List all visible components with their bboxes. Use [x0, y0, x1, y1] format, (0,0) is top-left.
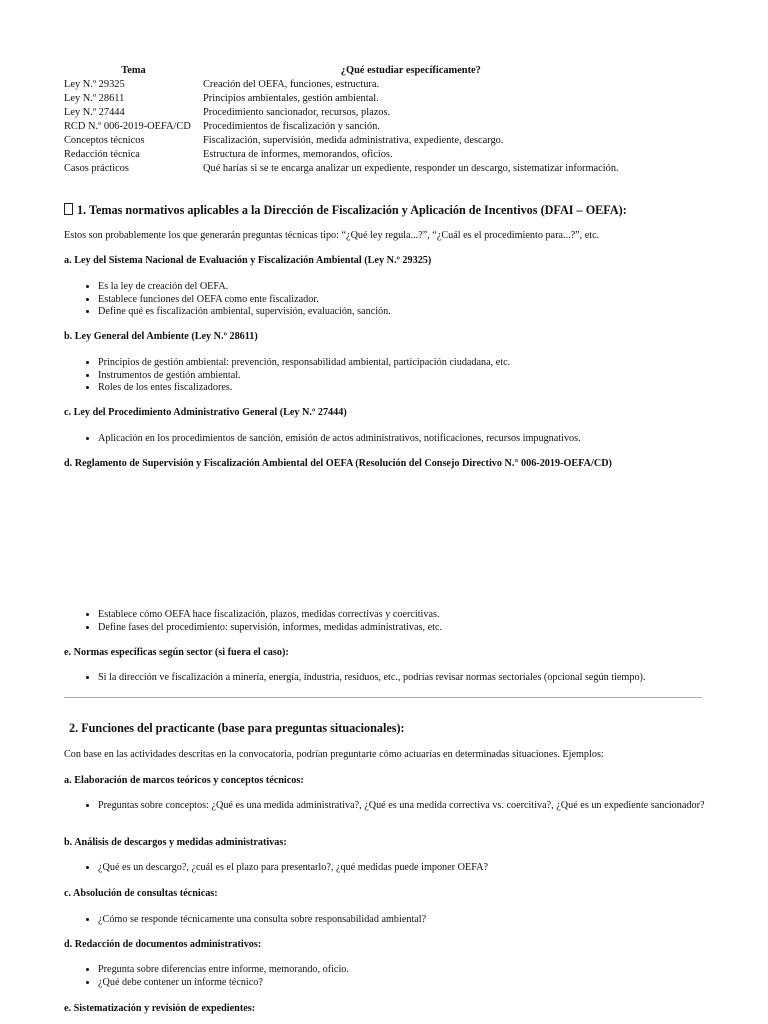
table-row — [64, 78, 619, 92]
section-2d-list — [64, 964, 698, 989]
missing-glyph-icon — [64, 203, 73, 215]
table-cell-tema: Ley N.º 28611 — [64, 93, 125, 104]
list-item: • Establece funciones del OEFA como ente fiscalizador. — [98, 294, 698, 307]
table-row — [64, 106, 619, 120]
table-cell-detalle: Creación del OEFA, funciones, estructura. — [203, 79, 380, 90]
section-1e-heading: e. Normas específicas según sector (si fuera el caso): — [64, 647, 289, 658]
list-item: • Aplicación en los procedimientos de sanción, emisión de actos administrativos, notificaciones, recursos impugnativos. — [98, 433, 698, 446]
list-item: • Preguntas sobre conceptos: ¿Qué es una medida administrativa?, ¿Qué es una medida correctiva vs. coercitiva?, ¿Qué es un expediente sancionador? — [98, 800, 728, 813]
section-1c-list — [64, 433, 698, 446]
section-1d-heading: d. Reglamento de Supervisión y Fiscalización Ambiental del OEFA (Resolución del Consejo Directivo N.° 006-2019-OEFA/CD) — [64, 458, 612, 469]
section-1-title — [64, 203, 627, 218]
section-2-title — [64, 721, 405, 736]
section-1d-list — [64, 609, 698, 634]
section-2b-list — [64, 862, 698, 875]
list-item: • Define qué es fiscalización ambiental, supervisión, evaluación, sanción. — [98, 306, 698, 319]
section-1c-heading: c. Ley del Procedimiento Administrativo General (Ley N.º 27444) — [64, 407, 347, 418]
list-item: • Es la ley de creación del OEFA. — [98, 281, 698, 294]
table-row — [64, 134, 619, 148]
section-2-intro: Con base en las actividades descritas en la convocatoria, podrían preguntarte cómo actuarías en determinadas situaciones. Ejemplos: — [64, 749, 604, 760]
list-item: • ¿Cómo se responde técnicamente una consulta sobre responsabilidad ambiental? — [98, 914, 698, 927]
list-item: • Si la dirección ve fiscalización a minería, energía, industria, residuos, etc., podrías revisar normas sectoriales (opcional según tiempo). — [98, 672, 698, 685]
section-2e-heading: e. Sistematización y revisión de expedientes: — [64, 1003, 256, 1014]
section-2-title-text: 2. Funciones del practicante (base para preguntas situacionales): — [69, 721, 405, 735]
table-header-que-estudiar: ¿Qué estudiar específicamente? — [340, 65, 481, 76]
table-cell-detalle: Fiscalización, supervisión, medida administrativa, expediente, descargo. — [203, 135, 504, 146]
list-item: • Pregunta sobre diferencias entre informe, memorando, oficio. — [98, 964, 698, 977]
list-item: • Roles de los entes fiscalizadores. — [98, 382, 698, 395]
section-2a-heading: a. Elaboración de marcos teóricos y conceptos técnicos: — [64, 775, 304, 786]
study-table — [64, 64, 619, 176]
table-cell-tema: Redacción técnica — [64, 149, 140, 160]
table-cell-tema: Ley N.º 27444 — [64, 107, 125, 118]
section-1a-heading: a. Ley del Sistema Nacional de Evaluación y Fiscalización Ambiental (Ley N.º 29325) — [64, 255, 432, 266]
table-row — [64, 92, 619, 106]
table-cell-tema: Casos prácticos — [64, 163, 129, 174]
table-cell-detalle: Estructura de informes, memorandos, oficios. — [203, 149, 393, 160]
table-cell-detalle: Procedimiento sancionador, recursos, plazos. — [203, 107, 391, 118]
list-item: • Instrumentos de gestión ambiental. — [98, 370, 698, 383]
list-item: • Define fases del procedimiento: supervisión, informes, medidas administrativas, etc. — [98, 622, 698, 635]
section-1b-heading: b. Ley General del Ambiente (Ley N.º 28611) — [64, 331, 258, 342]
table-row — [64, 162, 619, 176]
section-1-title-text: 1. Temas normativos aplicables a la Dirección de Fiscalización y Aplicación de Incentivos (DFAI – OEFA): — [77, 203, 627, 217]
table-cell-detalle: Principios ambientales, gestión ambiental. — [203, 93, 379, 104]
table-cell-tema: Conceptos técnicos — [64, 135, 145, 146]
section-2c-list — [64, 914, 698, 927]
section-1e-list — [64, 672, 698, 685]
section-1-intro: Estos son probablemente los que generarán preguntas técnicas tipo: “¿Qué ley regula...?”, “¿Cuál es el procedimiento para...?”, etc. — [64, 230, 600, 241]
table-cell-detalle: Qué harías si se te encarga analizar un expediente, responder un descargo, sistematizar información. — [203, 163, 619, 174]
section-1b-list — [64, 357, 698, 395]
section-2a-list — [64, 800, 728, 813]
section-1a-list — [64, 281, 698, 319]
table-cell-tema: Ley N.º 29325 — [64, 79, 125, 90]
section-divider — [64, 697, 702, 698]
table-header-tema: Tema — [121, 65, 146, 76]
table-cell-tema: RCD N.º 006-2019-OEFA/CD — [64, 121, 191, 132]
section-2c-heading: c. Absolución de consultas técnicas: — [64, 888, 218, 899]
list-item: • ¿Qué es un descargo?, ¿cuál es el plazo para presentarlo?, ¿qué medidas puede imponer OEFA? — [98, 862, 698, 875]
list-item: • Principios de gestión ambiental: prevención, responsabilidad ambiental, participación ciudadana, etc. — [98, 357, 698, 370]
list-item: • Establece cómo OEFA hace fiscalización, plazos, medidas correctivas y coercitivas. — [98, 609, 698, 622]
table-header-row — [64, 64, 619, 78]
table-cell-detalle: Procedimientos de fiscalización y sanción. — [203, 121, 380, 132]
list-item: • ¿Qué debe contener un informe técnico? — [98, 977, 698, 990]
section-2b-heading: b. Análisis de descargos y medidas administrativas: — [64, 837, 287, 848]
section-2d-heading: d. Redacción de documentos administrativos: — [64, 939, 262, 950]
table-row — [64, 148, 619, 162]
table-row — [64, 120, 619, 134]
